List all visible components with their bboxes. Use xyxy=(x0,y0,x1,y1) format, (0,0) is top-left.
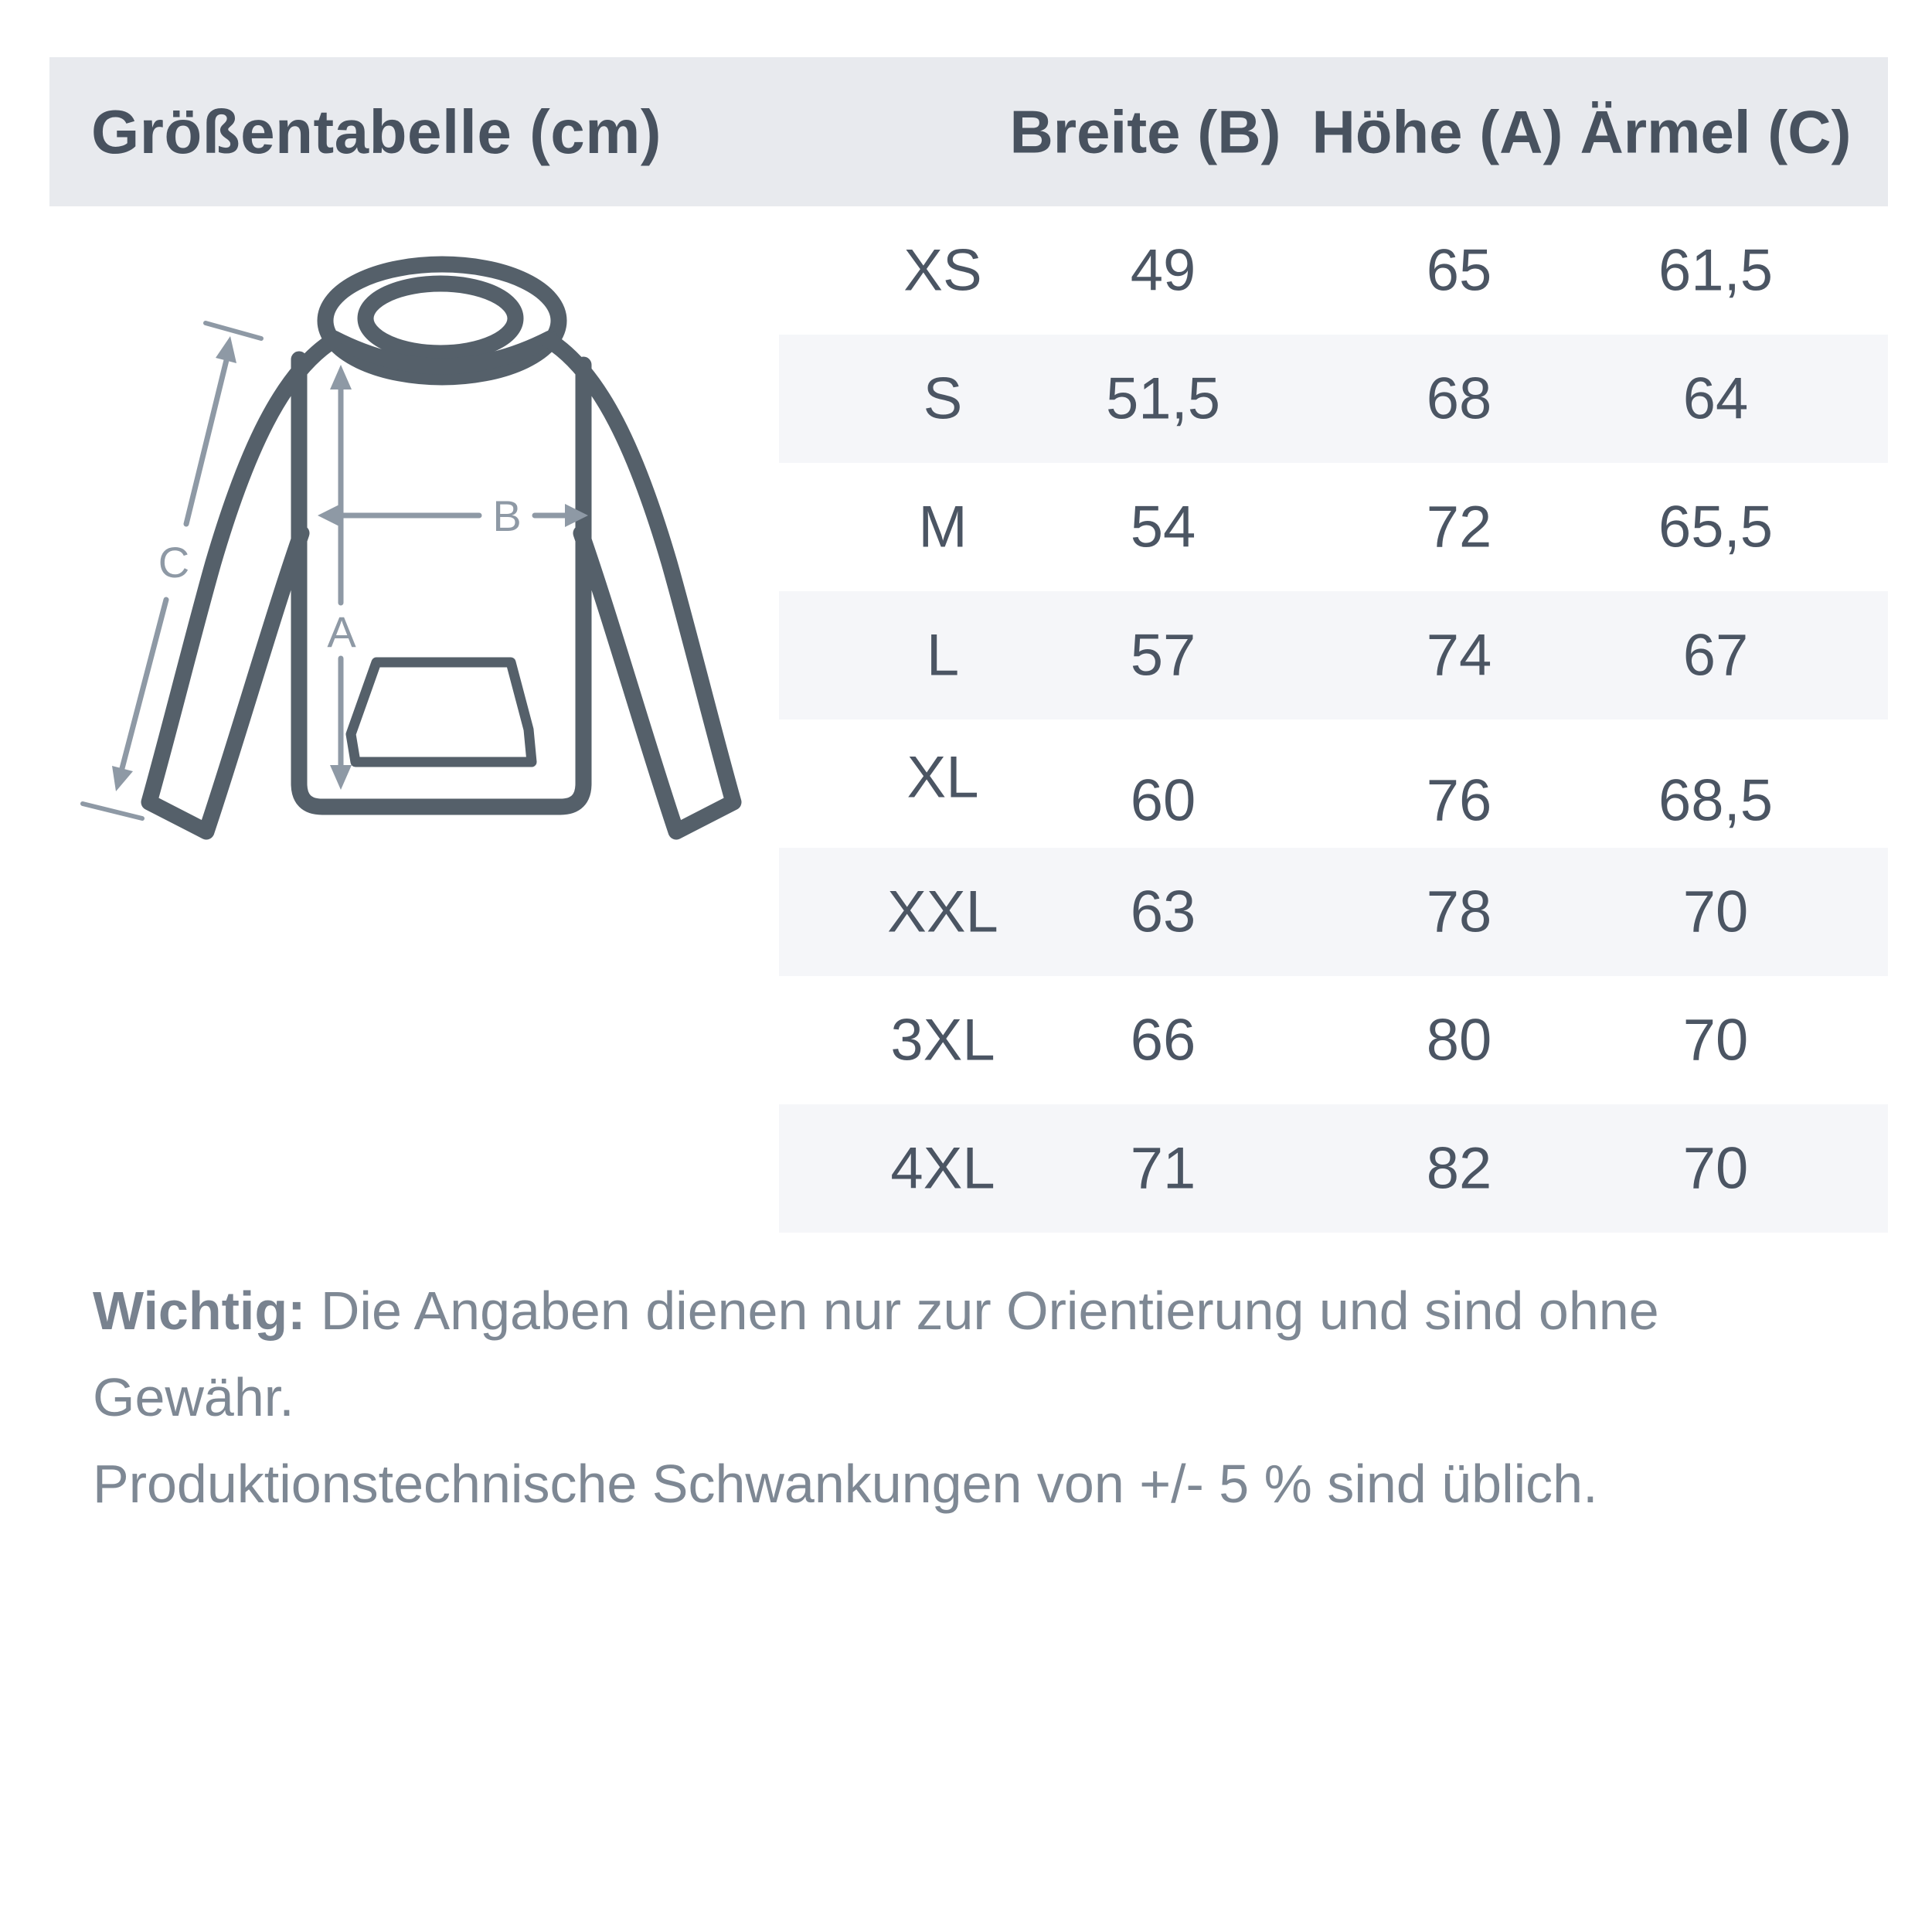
size-label: XL xyxy=(906,744,979,811)
column-header-breite: Breite (B) xyxy=(1009,97,1281,165)
table-row-xs xyxy=(779,206,1888,335)
disclaimer-line-2: Produktionstechnische Schwankungen von +/- 5 % sind üblich. xyxy=(93,1454,1598,1514)
column-header-hoehe: Höhe (A) xyxy=(1311,97,1563,165)
hoodie-measurement-diagram xyxy=(46,201,788,896)
table-row-m xyxy=(779,463,1888,591)
table-title: Größentabelle (cm) xyxy=(91,97,662,166)
hood-inner-ellipse xyxy=(366,284,515,353)
size-label: XS xyxy=(903,237,982,304)
arrowhead-c-up xyxy=(216,336,236,363)
breite-value: 54 xyxy=(1130,494,1196,560)
breite-value: 57 xyxy=(1130,622,1196,689)
measure-c-tick-top xyxy=(206,323,261,338)
table-row-xl xyxy=(779,719,1888,848)
column-header-aermel: Ärmel (C) xyxy=(1580,97,1852,165)
label-a: A xyxy=(327,607,356,656)
label-c: C xyxy=(158,538,190,587)
arrowhead-a-up xyxy=(330,365,352,389)
size-table xyxy=(779,206,1888,1233)
measure-c-tick-bottom xyxy=(83,804,142,818)
aermel-value: 70 xyxy=(1682,1135,1749,1202)
breite-value: 49 xyxy=(1130,237,1196,304)
hoehe-value: 65 xyxy=(1426,237,1492,304)
aermel-value: 70 xyxy=(1682,1007,1749,1073)
kangaroo-pocket xyxy=(351,662,532,762)
table-header xyxy=(49,57,1888,206)
disclaimer-line-1-rest: Die Angaben dienen nur zur Orientierung und sind ohne Gewähr. xyxy=(93,1281,1659,1427)
breite-value: 71 xyxy=(1130,1135,1196,1202)
hoehe-value: 68 xyxy=(1426,366,1492,432)
breite-value: 63 xyxy=(1130,879,1196,945)
table-row-3xl xyxy=(779,976,1888,1104)
aermel-value: 67 xyxy=(1682,622,1749,689)
hoehe-value: 78 xyxy=(1426,879,1492,945)
size-label: S xyxy=(923,366,963,432)
aermel-value: 61,5 xyxy=(1658,237,1773,304)
hoehe-value: 72 xyxy=(1426,494,1492,560)
aermel-value: 65,5 xyxy=(1658,494,1773,560)
disclaimer-bold: Wichtig: xyxy=(93,1281,306,1341)
breite-value: 66 xyxy=(1130,1007,1196,1073)
hoodie-outline-icon xyxy=(149,264,733,832)
size-label: XXL xyxy=(887,879,998,945)
label-b: B xyxy=(492,492,522,540)
table-row-4xl xyxy=(779,1104,1888,1233)
disclaimer-line-1 xyxy=(93,1267,1870,1440)
aermel-value: 64 xyxy=(1682,366,1749,432)
table-row-s xyxy=(779,335,1888,463)
size-label: M xyxy=(918,494,968,560)
size-label: 4XL xyxy=(890,1135,995,1202)
breite-value: 51,5 xyxy=(1106,366,1220,432)
table-row-xxl xyxy=(779,848,1888,976)
breite-value: 60 xyxy=(1130,767,1196,834)
arrowhead-b-left xyxy=(318,504,341,527)
arrowhead-c-down xyxy=(112,766,133,791)
hoehe-value: 74 xyxy=(1426,622,1492,689)
aermel-value: 68,5 xyxy=(1658,767,1773,834)
hoehe-value: 80 xyxy=(1426,1007,1492,1073)
hoehe-value: 76 xyxy=(1426,767,1492,834)
hoehe-value: 82 xyxy=(1426,1135,1492,1202)
table-row-l xyxy=(779,591,1888,719)
arrowhead-a-down xyxy=(330,765,352,790)
size-label: 3XL xyxy=(890,1007,995,1073)
size-label: L xyxy=(926,622,960,689)
aermel-value: 70 xyxy=(1682,879,1749,945)
disclaimer-note xyxy=(93,1267,1870,1527)
measure-arrows xyxy=(83,323,566,818)
